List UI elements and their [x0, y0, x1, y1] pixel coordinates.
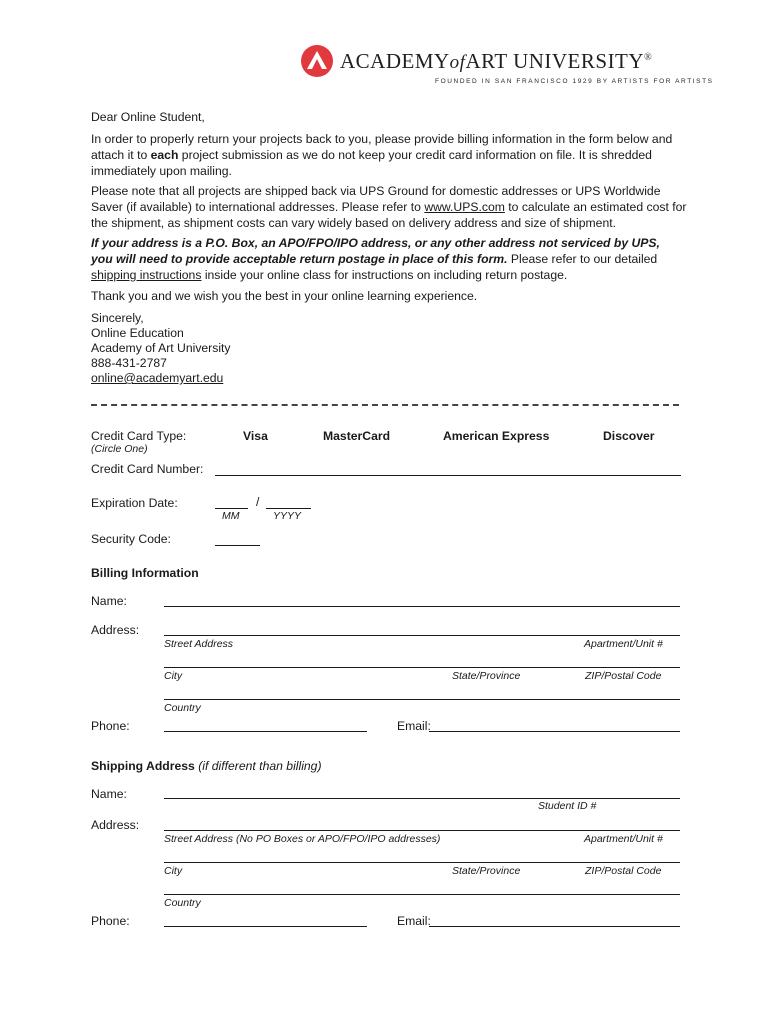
academy-logo-icon: [301, 45, 333, 77]
student-id-hint: Student ID #: [538, 800, 597, 812]
exp-slash: /: [256, 495, 260, 509]
billing-state-hint: State/Province: [452, 670, 521, 682]
exp-month-field[interactable]: [215, 508, 248, 509]
billing-phone-label: Phone:: [91, 719, 130, 733]
billing-city-field[interactable]: [164, 667, 680, 668]
billing-zip-hint: ZIP/Postal Code: [585, 670, 662, 682]
shipping-state-hint: State/Province: [452, 865, 521, 877]
billing-city-hint: City: [164, 670, 183, 682]
cc-option-amex[interactable]: American Express: [443, 429, 550, 443]
expiration-label: Expiration Date:: [91, 496, 178, 510]
exp-yyyy-hint: YYYY: [273, 510, 302, 522]
shipping-street-field[interactable]: [164, 830, 680, 831]
paragraph-1: In order to properly return your projects back to you, please provide billing information in the form below and attach it to each project submission as we do not keep your credit card information on file. It is shredded immediately upon mailing.: [91, 132, 673, 178]
shipping-name-label: Name:: [91, 787, 127, 801]
logo: [301, 45, 333, 77]
paragraph-3: If your address is a P.O. Box, an APO/FPO/IPO address, or any other address not serviced by UPS, you will need to provide acceptable return postage in place of this form. Please refer to our detailed shipping instructions inside your online class for instructions on including return postage.: [91, 236, 660, 282]
signature-line-1: Sincerely,: [91, 311, 144, 325]
shipping-country-hint: Country: [164, 897, 201, 909]
security-code-label: Security Code:: [91, 532, 171, 546]
shipping-name-field[interactable]: [164, 798, 680, 799]
cc-option-mastercard[interactable]: MasterCard: [323, 429, 391, 443]
shipping-city-field[interactable]: [164, 862, 680, 863]
billing-country-hint: Country: [164, 702, 201, 714]
shipping-apt-hint: Apartment/Unit #: [584, 833, 663, 845]
billing-apt-hint: Apartment/Unit #: [584, 638, 663, 650]
cc-type-hint: (Circle One): [91, 443, 148, 455]
cc-type-label: Credit Card Type:: [91, 429, 187, 443]
shipping-email-label: Email:: [397, 914, 431, 928]
billing-title: Billing Information: [91, 566, 199, 580]
signature-line-3: Academy of Art University: [91, 341, 231, 355]
cut-line-divider: [91, 404, 679, 406]
signature-line-2: Online Education: [91, 326, 184, 340]
shipping-title: Shipping Address (if different than billing): [91, 759, 322, 773]
billing-phone-field[interactable]: [164, 731, 367, 732]
shipping-zip-hint: ZIP/Postal Code: [585, 865, 662, 877]
billing-name-label: Name:: [91, 594, 127, 608]
logo-tagline: FOUNDED IN SAN FRANCISCO 1929 BY ARTISTS FOR ARTISTS: [435, 78, 714, 85]
billing-street-field[interactable]: [164, 635, 680, 636]
cc-option-visa[interactable]: Visa: [243, 429, 268, 443]
cc-option-discover[interactable]: Discover: [603, 429, 655, 443]
billing-country-field[interactable]: [164, 699, 680, 700]
signature-phone: 888-431-2787: [91, 356, 167, 370]
cc-number-label: Credit Card Number:: [91, 462, 204, 476]
paragraph-2: Please note that all projects are shipped back via UPS Ground for domestic addresses or UPS Worldwide Saver (if available) to international addresses. Please refer to www.UPS.com to calculate an estimated cost for the shipment, as shipment costs can vary widely based on delivery address and size of shipment.: [91, 184, 687, 230]
signature-email-link[interactable]: online@academyart.edu: [91, 371, 224, 385]
shipping-email-field[interactable]: [429, 926, 680, 927]
exp-mm-hint: MM: [222, 510, 240, 522]
shipping-country-field[interactable]: [164, 894, 680, 895]
shipping-street-hint: Street Address (No PO Boxes or APO/FPO/IPO addresses): [164, 833, 441, 845]
shipping-address-label: Address:: [91, 818, 140, 832]
shipping-phone-field[interactable]: [164, 926, 367, 927]
billing-address-label: Address:: [91, 623, 140, 637]
billing-email-label: Email:: [397, 719, 431, 733]
shipping-phone-label: Phone:: [91, 914, 130, 928]
billing-email-field[interactable]: [429, 731, 680, 732]
logo-wordmark: ACADEMYofART UNIVERSITY®: [340, 49, 653, 73]
cc-number-field[interactable]: [215, 475, 681, 476]
ups-link[interactable]: www.UPS.com: [424, 200, 505, 214]
billing-name-field[interactable]: [164, 606, 680, 607]
shipping-city-hint: City: [164, 865, 183, 877]
greeting: Dear Online Student,: [91, 110, 205, 124]
security-code-field[interactable]: [215, 545, 260, 546]
shipping-instructions-link[interactable]: shipping instructions: [91, 268, 202, 282]
billing-street-hint: Street Address: [164, 638, 234, 650]
paragraph-4: Thank you and we wish you the best in your online learning experience.: [91, 289, 478, 303]
exp-year-field[interactable]: [266, 508, 311, 509]
